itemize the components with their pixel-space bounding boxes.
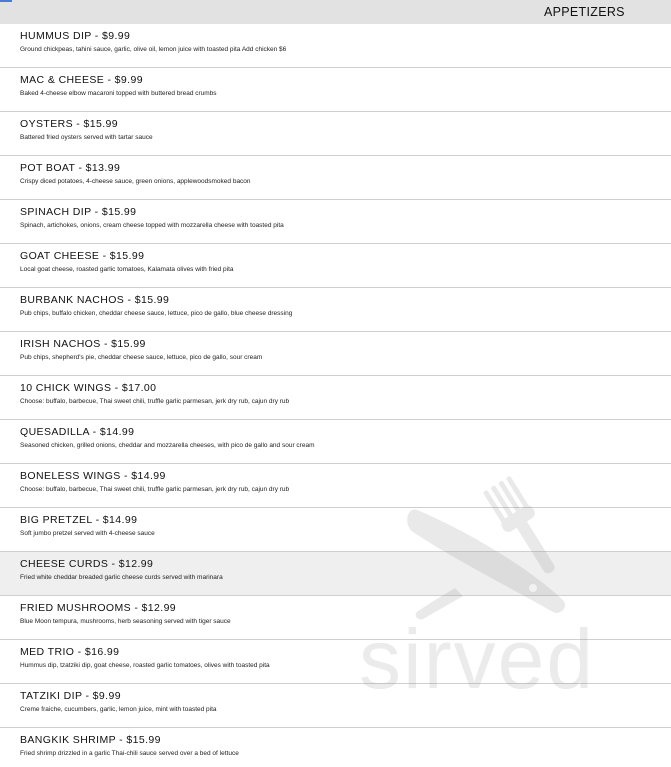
menu-item — [0, 728, 671, 767]
menu-item-description: Hummus dip, tzatziki dip, goat cheese, roasted garlic tomatoes, olives with toasted pita — [20, 662, 270, 669]
menu-item — [0, 288, 671, 332]
menu-item-title: POT BOAT - $13.99 — [20, 162, 121, 174]
menu-item-title: BANGKIK SHRIMP - $15.99 — [20, 734, 161, 746]
menu-item-title: BIG PRETZEL - $14.99 — [20, 514, 138, 526]
menu-item — [0, 640, 671, 684]
menu-item — [0, 684, 671, 728]
menu-item-description: Baked 4-cheese elbow macaroni topped with buttered bread crumbs — [20, 90, 217, 97]
menu-item-description: Crispy diced potatoes, 4-cheese sauce, green onions, applewoodsmoked bacon — [20, 178, 251, 185]
menu-item-description: Pub chips, buffalo chicken, cheddar cheese sauce, lettuce, pico de gallo, blue cheese dressing — [20, 310, 293, 317]
menu-item — [0, 68, 671, 112]
menu-item-description: Blue Moon tempura, mushrooms, herb seasoning served with tiger sauce — [20, 618, 231, 625]
menu-item-title: BONELESS WINGS - $14.99 — [20, 470, 166, 482]
menu-item-description: Seasoned chicken, grilled onions, cheddar and mozzarella cheeses, with pico de gallo and sour cream — [20, 442, 315, 449]
menu-item-title: CHEESE CURDS - $12.99 — [20, 558, 154, 570]
menu-item — [0, 596, 671, 640]
menu-item-title: MED TRIO - $16.99 — [20, 646, 120, 658]
menu-item — [0, 24, 671, 68]
menu-item-description: Ground chickpeas, tahini sauce, garlic, olive oil, lemon juice with toasted pita Add chicken $6 — [20, 46, 287, 53]
menu-item-title: SPINACH DIP - $15.99 — [20, 206, 137, 218]
menu-item-title: MAC & CHEESE - $9.99 — [20, 74, 143, 86]
menu-item-title: TATZIKI DIP - $9.99 — [20, 690, 121, 702]
menu-item-title: IRISH NACHOS - $15.99 — [20, 338, 146, 350]
menu-item-description: Creme fraiche, cucumbers, garlic, lemon juice, mint with toasted pita — [20, 706, 217, 713]
menu-item-description: Spinach, artichokes, onions, cream cheese topped with mozzarella cheese with toasted pita — [20, 222, 284, 229]
menu-item-title: QUESADILLA - $14.99 — [20, 426, 135, 438]
menu-item-description: Battered fried oysters served with tartar sauce — [20, 134, 153, 141]
menu-item — [0, 200, 671, 244]
menu-item-title: FRIED MUSHROOMS - $12.99 — [20, 602, 177, 614]
menu-item — [0, 464, 671, 508]
menu-item-title: GOAT CHEESE - $15.99 — [20, 250, 145, 262]
menu-item-title: BURBANK NACHOS - $15.99 — [20, 294, 170, 306]
menu-item-description: Soft jumbo pretzel served with 4-cheese sauce — [20, 530, 155, 537]
menu-item — [0, 376, 671, 420]
menu-item-title: HUMMUS DIP - $9.99 — [20, 30, 131, 42]
header-accent — [0, 0, 12, 2]
section-title: APPETIZERS — [544, 5, 625, 19]
menu-item-title: OYSTERS - $15.99 — [20, 118, 119, 130]
menu-item-description: Local goat cheese, roasted garlic tomatoes, Kalamata olives with fried pita — [20, 266, 234, 273]
menu-item — [0, 420, 671, 464]
menu-item-description: Fried white cheddar breaded garlic cheese curds served with marinara — [20, 574, 223, 581]
menu-item — [0, 112, 671, 156]
menu-item — [0, 332, 671, 376]
section-header-bar — [0, 0, 671, 24]
menu-item-list — [0, 24, 671, 767]
watermark-text: sirved — [359, 612, 596, 700]
menu-item — [0, 244, 671, 288]
menu-item-title: 10 CHICK WINGS - $17.00 — [20, 382, 157, 394]
menu-item-description: Pub chips, shepherd's pie, cheddar cheese sauce, lettuce, pico de gallo, sour cream — [20, 354, 263, 361]
menu-item-description: Choose: buffalo, barbecue, Thai sweet chili, truffle garlic parmesan, jerk dry rub, cajun dry rub — [20, 486, 290, 493]
menu-item-description: Choose: buffalo, barbecue, Thai sweet chili, truffle garlic parmesan, jerk dry rub, cajun dry rub — [20, 398, 290, 405]
menu-item — [0, 508, 671, 552]
menu-item-description: Fried shrimp drizzled in a garlic Thai-chili sauce served over a bed of lettuce — [20, 750, 239, 757]
menu-item — [0, 156, 671, 200]
menu-item — [0, 552, 671, 596]
